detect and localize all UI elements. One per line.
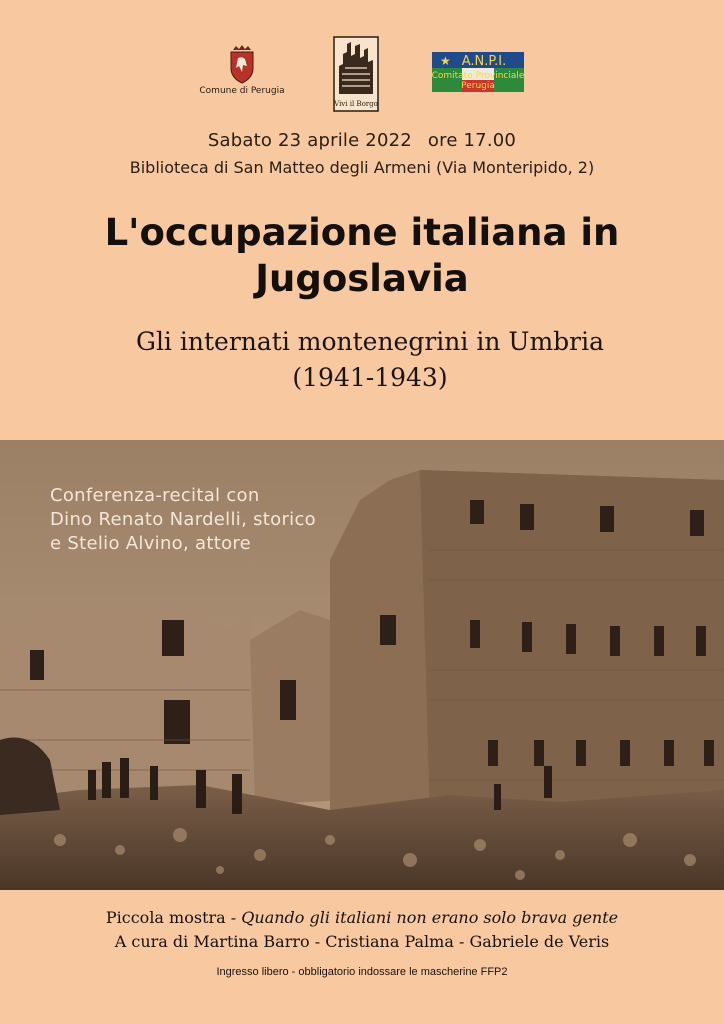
event-date: Sabato 23 aprile 2022 — [207, 130, 412, 151]
logo-bar — [0, 36, 724, 116]
anpi-logo — [432, 52, 524, 92]
vivi-il-borgo-logo — [333, 36, 379, 116]
historical-photo — [0, 440, 724, 890]
exhibit-prefix: Piccola mostra - — [105, 908, 242, 927]
entry-notice: Ingresso libero - obbligatorio indossare le mascherine FFP2 — [216, 966, 508, 978]
borgo-caption: Vivi il Borgo — [334, 100, 378, 108]
exhibit-line — [0, 906, 724, 930]
photo-caption-line-2: Dino Renato Nardelli, storico — [50, 509, 316, 530]
subtitle-line-1: Gli internati montenegrini in Umbria — [135, 327, 605, 356]
anpi-title: A.N.P.I. — [461, 54, 507, 69]
comune-caption: Comune di Perugia — [199, 86, 285, 96]
anpi-line1: Comitato Provinciale — [432, 71, 524, 81]
photo-caption — [50, 484, 316, 556]
curators-line: A cura di Martina Barro - Cristiana Palma - Gabriele de Veris — [114, 932, 610, 951]
event-time: ore 17.00 — [427, 130, 517, 151]
anpi-line2: Perugia — [461, 81, 495, 91]
comune-di-perugia-logo — [196, 44, 288, 96]
event-venue: Biblioteca di San Matteo degli Armeni (Via Monteripido, 2) — [129, 158, 595, 177]
poster-title — [40, 210, 684, 302]
exhibit-info — [0, 906, 724, 954]
event-date-time — [0, 130, 724, 151]
subtitle-line-2: (1941-1943) — [292, 363, 448, 392]
photo-caption-line-3: e Stelio Alvino, attore — [50, 533, 252, 554]
anpi-badge-icon — [432, 52, 524, 92]
title-line-1: L'occupazione italiana in — [104, 211, 620, 254]
poster-subtitle — [60, 324, 680, 396]
borgo-emblem-icon — [333, 36, 379, 112]
exhibit-title: Quando gli italiani non erano solo brava gente — [241, 908, 619, 927]
comune-crest-icon — [227, 44, 257, 84]
photo-caption-line-1: Conferenza-recital con — [50, 485, 260, 506]
svg-text:★: ★ — [440, 54, 451, 68]
title-line-2: Jugoslavia — [255, 257, 469, 300]
